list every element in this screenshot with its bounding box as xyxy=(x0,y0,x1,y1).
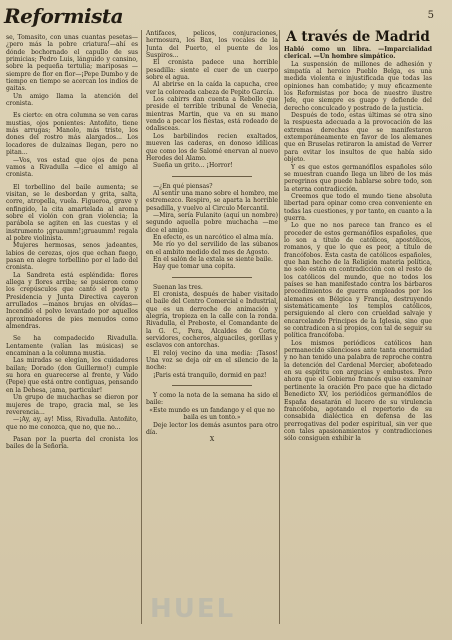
column-right xyxy=(284,28,432,626)
paragraph: Y como la nota de la semana ha sido el baile: xyxy=(146,392,278,407)
paragraph: Antifaces, pelicos, conjuraciones, hermosura, los Bax, los vocales de la Junta del Puerto, el puente de los Suspiros... xyxy=(146,30,278,60)
paragraph: Los mismos periódicos católicos han permanecido silenciosos ante tanta enormidad y no han tenido una palabra de reproche contra la detención del Cardenal Mercier, abofeteado en su espíritu con argucias y embustes. Pero ahora que el Gobierno francés quiso examinar pertinente la oración Pro pace que ha dictado Benedicto XV, los periódicos germanófilos de España desatarán el lucero de su virulencia francófoba, agotando el repertorio de su consabida dialéctica en defensa de las prerrogativas del poder espiritual, sin ver que con tales apasionamientos y contradicciones sólo consiguen exhibir la xyxy=(284,339,432,443)
paragraph: Mujeres hermosas, senos jadeantes, labios de cerezas, ojos que echan fuego, pasan en alegre torbellino por el lado del cronista. xyxy=(6,242,138,272)
paragraph: —¡Ay, ay, ay! Miss, Rivadulla. Antoñito, que no me conozca, que no, que no... xyxy=(6,416,138,431)
column-divider xyxy=(279,30,280,624)
paragraph: Los barbilindos recien exaltados, mueven las caderas, en donoso idílicas que como los de Salomé enervan al nuevo Herodes del Alamo. xyxy=(146,132,278,162)
paragraph: Un amigo llama la atención del cronista. xyxy=(6,92,138,108)
masthead-logo: Reformista xyxy=(4,4,124,28)
library-watermark: HUEL xyxy=(150,594,236,624)
quote: «Este mundo es un fandango y el que no baila es un tonto.» xyxy=(149,406,275,422)
paragraph: En el salón de la extala se siente baile. xyxy=(153,255,273,263)
paragraph: —¿En qué piensas? xyxy=(153,182,213,190)
paragraph: Se ha compadecido Rivadulla. Lentamente (valían las músicas) se encaminan a la columna mustia. xyxy=(6,335,138,358)
paragraph: Sueña un grito... ¡Horror! xyxy=(153,162,233,170)
paragraph: Las miradas se elegían, los cuidadores bailan; Dorado (don Guillermo!) cumple su hora en guarecerse al frente, y Vado (Pepe) que está ontre contiguas, pensando en la Dehesa, ¡ama, particular! xyxy=(6,357,138,394)
column-left xyxy=(6,34,138,626)
paragraph: —Mira, sería Fulanito (aquí un nombre) segundo aquella pobre muchacha —me dice el amigo. xyxy=(146,211,278,234)
article-title: A través de Madrid xyxy=(286,29,430,45)
paragraph: Un grupo de muchachas se dieron por mujeres de trapo, gracia mal, se les reverencia... xyxy=(6,394,138,416)
paragraph: Hay que tomar una copita. xyxy=(153,263,236,271)
paragraph: —Vos, vos estad que ojos de pena vamos a Rivadulla —dice el amigo al cronista. xyxy=(6,156,138,179)
paragraph: Deje lector los demás asuntos para otro día. xyxy=(146,421,278,436)
paragraph: El cronista, después de haber visitado el baile del Centro Comercial e Industrial, que es un derroche de animación y alegría, tropieza en la calle con la ronda. Rivadulla, el Preboste, el Comandante de la G. C., Pera, Alcaldes de Corte, servidores, cocheros, alguaciles, gorillas y esclavos con antorchas. xyxy=(146,291,278,350)
paragraph: Creemos que todo el mundo tiene absoluta libertad para opinar como crea conveniente en todas las cuestiones, y por tanto, en cuanto a la guerra. xyxy=(284,192,432,222)
paragraph: Después de todo, estas últimas se otra sino la respuesta adecuada a la provocación de las extremas derechas que se manifestaron extemporáneamente en favor de los alemanes que en Bruselas retiraron la amistad de Verrer para evitar los insultos de que había sido objeto. xyxy=(284,112,432,164)
paragraph: El torbellino del baile aumenta; se visitan, se le desbordan y grita, salta, corre, atropella, vuela. Figueroa, grave y enfingido, la cita amartelada al aroma sobre el violón con gran violencia; la parábola se agiten en las cuestas y el instrumento ¡gruaumm!¡gruaumm! regala al pobre violinista. xyxy=(6,183,138,242)
paragraph: Suenan las tres. xyxy=(153,283,203,291)
paragraph: El cronista padece una horrible pesadilla: siente el cuer de un cuerpo sobre el agua. xyxy=(146,59,278,82)
paragraph: Al sentir una mano sobre el hombro, me estremezco. Respiro, se aparta la horrible pesadilla, y vuelvo al Circulo Mercantil. xyxy=(146,189,278,212)
paragraph: Pasan por la puerta del cronista los bailes de la Señoría. xyxy=(6,435,138,451)
column-divider xyxy=(141,30,142,624)
paragraph: El reloj vecino da una media: ¡Tasos! Una voz se deja oír en el silencio de la noche: xyxy=(146,349,278,372)
signature: X xyxy=(209,436,215,444)
paragraph: La Sandreta está espléndida: flores allega y flores arriba; se pusieron como los crepúsculos que cantó el poeta y Presidencia y Junta Directiva cayeron arrullados —manos brujas en olvidas— Incendió el polvo levantado por aquellos aproximadores de pies menudos como almendras. xyxy=(6,271,138,331)
paragraph: Y es que estos germanófilos españoles sólo se muestran cuando llega un libro de los más peregrinos que puede hablarse sobre todo, son la eterna contradicción. xyxy=(284,163,432,193)
paragraph: se, Tomasito, con unas cuantas pesetas—¿pero más la pobre criatura!—ahí es dónde bochornado el capullo de sus primicias; Pedro Luis, lánguido y cansino, sobre la pequeña tertulia; mariposas —siempre de flor en flor—¡Pepe Dumbo y de tiempo en tiempo se acercan los indios de gaitas. xyxy=(6,34,138,93)
paragraph: Al abrirse en la caída la capucha, cree ver la coloreada cabeza de Pepito García. xyxy=(146,81,278,96)
paragraph: Me río yo del servilido de las súbanos en el ambito medido del mes de Agosto. xyxy=(146,241,278,256)
article-subtitle: Habló como un libra. —Imparcialidad clerical. —Un hombre simpático. xyxy=(284,46,432,61)
section-rule xyxy=(172,385,251,386)
paragraph: La suspensión de millones de adhesión y simpatía al heroico Pueblo Belga, es una medida violenta e injustificada que todas las opiniones han combatido; y muy eficazmente los Reformistas por boca de nuestro ilustre Jefe, que siempre es guapo y defiende del derecho conculcado y postrado de la justicia. xyxy=(284,60,432,112)
page-number: 5 xyxy=(427,10,434,21)
paragraph: Lo que no nos parece tan franco es el proceder de estos germanófilos españoles, que lo son a título de católicos, apostólicos, romanos, y que lo que es peor, a título de francófobos. Esta casta de católicos españoles, que han hecho de la Religión materia política, no solo están en contradicción con el resto de los católicos del mundo, que no todos los países se han manifestado contra los bárbaros procedimientos de guerra empleados por los alemanes en Bélgica y Francia, destruyendo sistemáticamente los templos católicos, persiguiendo al clero con crueldad salvaje y encarcelando Principes de la Iglesia, sino que se contradicen a sí propios, con tal de seguir su política francófoba. xyxy=(284,222,432,340)
section-rule xyxy=(172,277,251,278)
paragraph: Los cabirrs dan cuenta a Rebollo que preside el terrible tribunal de Venecia, mientras Martin, que va en su mano vendo a pecar los fiestas, está rodeado de odalisceas. xyxy=(146,96,278,133)
paragraph: Es cierto: en otra columna se ven caras mustias, ojos ponientes: Antoñito, tiene más arrugas; Manolo, más triste, los dones del rostro más alargados... Los locadores de dulzainas llegan, pero no pitan... xyxy=(6,112,138,157)
paragraph: ¡Paris está tranquilo, dormid en paz! xyxy=(153,371,267,379)
paragraph: En efecto, es un narcótico el alma mía. xyxy=(153,233,274,241)
section-rule xyxy=(172,176,251,177)
column-middle xyxy=(146,30,278,626)
